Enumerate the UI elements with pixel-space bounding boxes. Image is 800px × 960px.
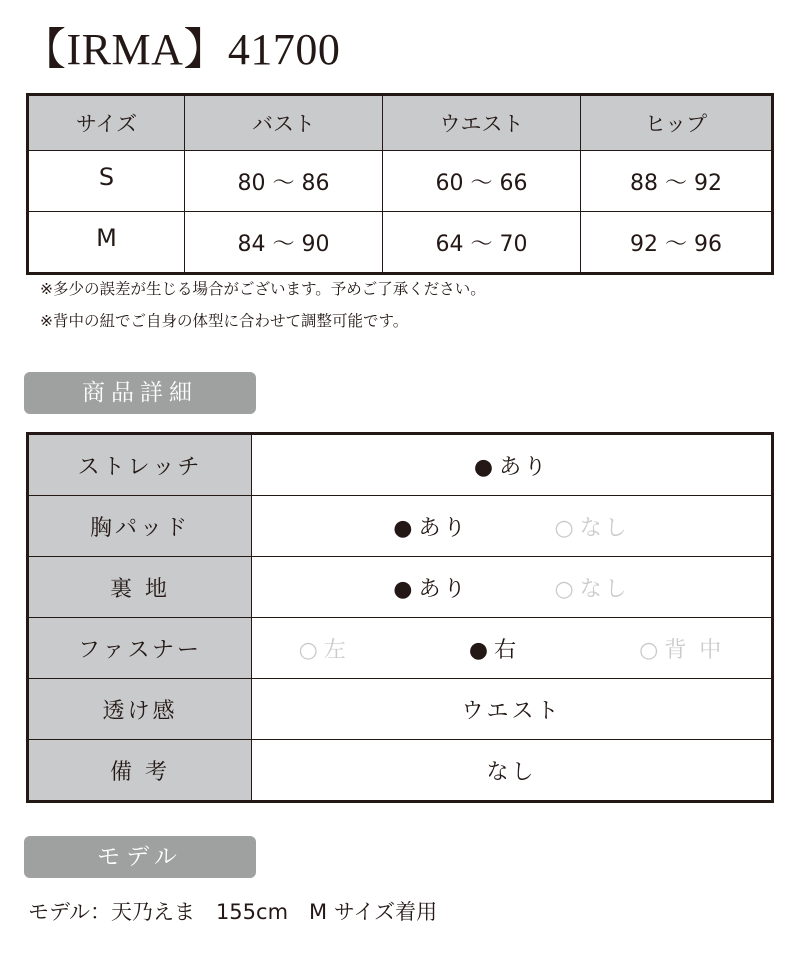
size-header-hip: ヒップ [581, 95, 773, 151]
detail-value-remarks: なし [252, 740, 773, 802]
filled-circle-icon: ● [393, 515, 416, 541]
option-text: あり [418, 515, 469, 541]
empty-circle-icon: ○ [554, 515, 577, 541]
detail-key-sheerness: 透け感 [28, 679, 252, 740]
size-header-waist: ウエスト [383, 95, 581, 151]
size-header-size: サイズ [28, 95, 185, 151]
detail-key-lining: 裏 地 [28, 557, 252, 618]
table-row [28, 496, 773, 557]
option-text: 右 [494, 637, 520, 663]
detail-key-remarks: 備 考 [28, 740, 252, 802]
option-selected [393, 511, 468, 542]
table-row [28, 679, 773, 740]
model-info: モデル：天乃えま 155cm M サイズ着用 [28, 900, 438, 924]
option-text: 左 [323, 637, 349, 663]
filled-circle-icon: ● [473, 454, 497, 480]
detail-value-fastener [252, 618, 773, 679]
detail-value-chest-pad [252, 496, 773, 557]
option-unselected [639, 633, 724, 664]
detail-value-stretch [252, 434, 773, 496]
table-row [28, 212, 773, 274]
empty-circle-icon: ○ [554, 576, 577, 602]
filled-circle-icon: ● [393, 576, 416, 602]
bust-value-m: 84 〜 90 [185, 212, 383, 274]
option-text: なし [579, 515, 630, 541]
detail-key-chest-pad: 胸パッド [28, 496, 252, 557]
detail-section-label: 商品詳細 [24, 372, 256, 414]
option-text: あり [418, 576, 469, 602]
waist-value-s: 60 〜 66 [383, 151, 581, 212]
product-title: 【IRMA】41700 [22, 25, 341, 74]
filled-circle-icon: ● [468, 637, 492, 663]
detail-value-lining [252, 557, 773, 618]
size-table-header-row [28, 95, 773, 151]
note-adjustable: ※背中の紐でご自身の体型に合わせて調整可能です。 [40, 312, 409, 330]
size-header-bust: バスト [185, 95, 383, 151]
option-selected [393, 572, 468, 603]
bust-value-s: 80 〜 86 [185, 151, 383, 212]
hip-value-s: 88 〜 92 [581, 151, 773, 212]
option-unselected [299, 633, 349, 664]
model-section-label: モデル [24, 836, 256, 878]
size-label-m: M [28, 212, 185, 274]
detail-value-sheerness: ウエスト [252, 679, 773, 740]
table-row [28, 618, 773, 679]
empty-circle-icon: ○ [639, 637, 662, 663]
detail-key-fastener: ファスナー [28, 618, 252, 679]
note-tolerance: ※多少の誤差が生じる場合がございます。予めご了承ください。 [40, 280, 486, 298]
option-selected [469, 633, 519, 664]
size-table [26, 93, 774, 275]
table-row [28, 740, 773, 802]
detail-table [26, 432, 774, 803]
option-unselected [555, 572, 630, 603]
option-text: なし [579, 576, 630, 602]
option-text: 背 中 [664, 637, 725, 663]
table-row [28, 151, 773, 212]
option-unselected [555, 511, 630, 542]
table-row [28, 557, 773, 618]
option-selected [474, 450, 549, 481]
hip-value-m: 92 〜 96 [581, 212, 773, 274]
table-row [28, 434, 773, 496]
size-label-s: S [28, 151, 185, 212]
option-text: あり [499, 454, 550, 480]
waist-value-m: 64 〜 70 [383, 212, 581, 274]
empty-circle-icon: ○ [298, 637, 321, 663]
detail-key-stretch: ストレッチ [28, 434, 252, 496]
